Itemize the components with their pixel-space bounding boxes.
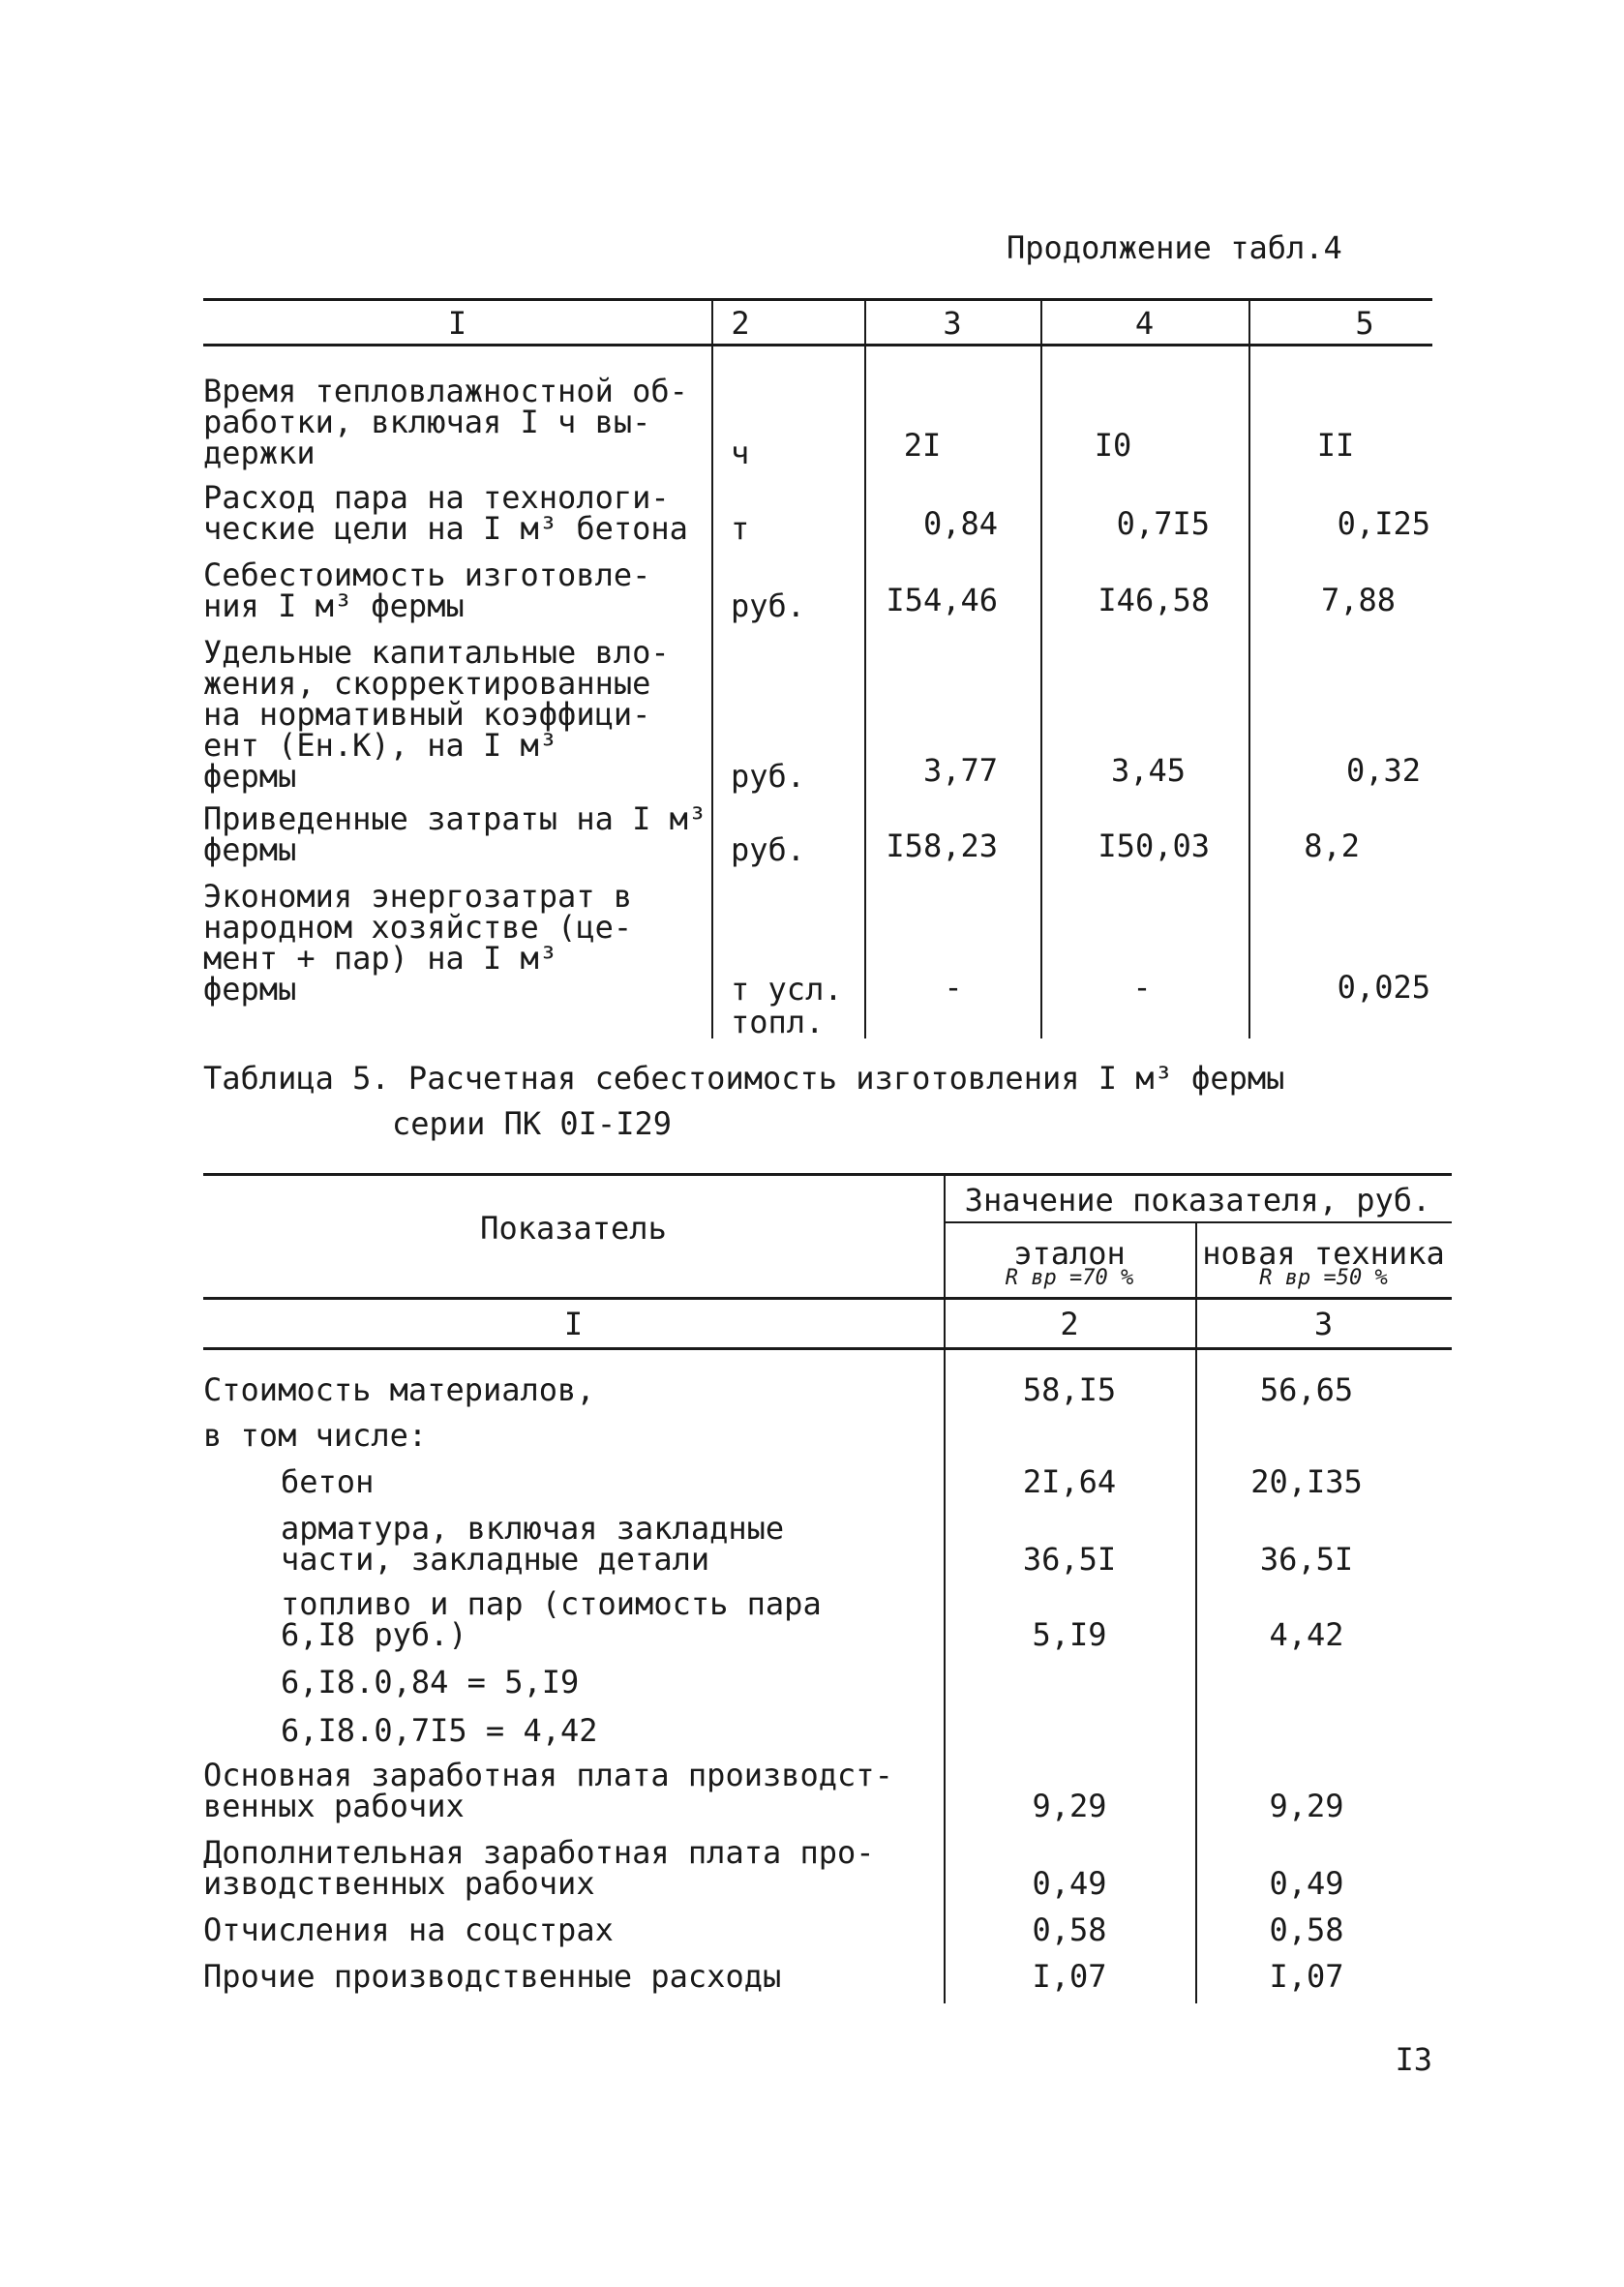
table4-header-cell: 5 — [1355, 305, 1374, 342]
table5-value-new: 4,42 — [1269, 1616, 1344, 1653]
table5-value-new: 0,58 — [1269, 1911, 1344, 1948]
table5-number-cell: I — [563, 1306, 584, 1342]
table4-row-label-line: ент (Ен.К), на I м³ — [203, 727, 558, 764]
table5-number-cell: 2 — [1060, 1306, 1079, 1342]
table5-row-label-line: топливо и пар (стоимость пара — [281, 1585, 822, 1622]
table4-value: - — [1132, 969, 1152, 1006]
table4-col-divider — [864, 298, 866, 1038]
table4-row-label-line: народном хозяйстве (це- — [203, 909, 633, 946]
table5-value-etalon: 9,29 — [1032, 1788, 1107, 1824]
table4-row-label-line: ния I м³ фермы — [203, 587, 465, 624]
table4-row-label-line: работки, включая I ч вы- — [203, 404, 651, 440]
table4-row-label-line: на нормативный коэффици- — [203, 696, 651, 733]
continuation-caption: Продолжение табл.4 — [1007, 229, 1342, 266]
table4-header-cell: I — [447, 305, 467, 342]
table4-row-label-line: Экономия энергозатрат в — [203, 878, 633, 915]
table5-row-label-line: Дополнительная заработная плата про- — [203, 1834, 875, 1871]
table5-title-series: серии ПК 0I-I29 — [392, 1105, 672, 1142]
table4-col-divider — [1040, 298, 1042, 1038]
table5-row-label-line: части, закладные детали — [281, 1541, 710, 1578]
table4-value: 0,84 — [922, 505, 998, 542]
table4-value: II — [1316, 427, 1355, 464]
table5-group-rule — [944, 1221, 1452, 1223]
table4-unit: т усл. — [731, 971, 843, 1008]
table4-row-label-line: жения, скорректированные — [203, 665, 651, 702]
table5-row-label-line: 6,I8.0,7I5 = 4,42 — [281, 1712, 598, 1749]
table5-number-cell: 3 — [1313, 1306, 1334, 1342]
table5-row-label-line: Отчисления на соцстрах — [203, 1911, 614, 1948]
table4-header-cell: 3 — [943, 305, 962, 342]
table4-row-label-line: Время тепловлажностной об- — [203, 373, 688, 409]
table4-unit: ч — [731, 435, 750, 471]
table5-value-new: 9,29 — [1269, 1788, 1344, 1824]
table4-value: 7,88 — [1320, 582, 1396, 618]
table5-value-new: 56,65 — [1259, 1371, 1354, 1408]
table4-row-label-line: мент + пар) на I м³ — [203, 940, 558, 977]
table4-value: 8,2 — [1304, 828, 1360, 864]
page-number: I3 — [1395, 2041, 1432, 2078]
table5-value-new: I,07 — [1269, 1958, 1344, 1995]
table5-row-label-line: венных рабочих — [203, 1788, 465, 1824]
table4-value: I50,03 — [1098, 828, 1210, 864]
table5-etalon-subheader: R вр =70 % — [1005, 1266, 1134, 1290]
table5-value-new: 36,5I — [1259, 1541, 1354, 1578]
table5-value-etalon: 0,49 — [1032, 1865, 1107, 1902]
table4-unit: топл. — [731, 1004, 825, 1040]
table5-title: Таблица 5. Расчетная себестоимость изготовления I м³ фермы — [203, 1060, 1285, 1097]
table5-row-label-line: 6,I8 руб.) — [281, 1616, 467, 1653]
table4-value: I0 — [1094, 427, 1132, 464]
table4-row-label-line: Расход пара на технологи- — [203, 479, 670, 516]
table4-row-label-line: ческие цели на I м³ бетона — [203, 510, 688, 547]
table4-unit: руб. — [731, 587, 806, 624]
table5-value-group-header: Значение показателя, руб. — [964, 1182, 1431, 1219]
table5-value-new: 20,I35 — [1250, 1463, 1363, 1500]
table4-header-cell: 4 — [1134, 305, 1155, 342]
table4-value: 0,32 — [1345, 752, 1421, 789]
table5-value-etalon: 58,I5 — [1022, 1371, 1117, 1408]
table5-row-label-line: изводственных рабочих — [203, 1865, 595, 1902]
table5-row-label-line: 6,I8.0,84 = 5,I9 — [281, 1664, 580, 1700]
table4-col-divider — [1248, 298, 1250, 1038]
table4-col-divider — [711, 298, 713, 1038]
table5-row-label-line: Основная заработная плата производст- — [203, 1757, 893, 1793]
table4-value: 2I — [903, 427, 942, 464]
table4-row-label-line: Себестоимость изготовле- — [203, 557, 651, 593]
table4-unit: руб. — [731, 831, 806, 868]
table4-value: 0,I25 — [1337, 505, 1430, 542]
table4-row-label-line: фермы — [203, 831, 297, 868]
table4-value: I58,23 — [886, 828, 998, 864]
table5-etalon-header: эталон — [1013, 1235, 1126, 1272]
table5-row-label-line: бетон — [281, 1463, 375, 1500]
table5-value-etalon: 36,5I — [1022, 1541, 1117, 1578]
table5-value-etalon: I,07 — [1032, 1958, 1107, 1995]
table5-value-etalon: 2I,64 — [1022, 1463, 1117, 1500]
table4-row-label-line: держки — [203, 435, 316, 471]
table4-value: 0,025 — [1337, 969, 1430, 1006]
table4-value: 3,77 — [922, 752, 998, 789]
table5-value-etalon: 5,I9 — [1032, 1616, 1107, 1653]
table4-value: I54,46 — [886, 582, 998, 618]
table5-new-header: новая техника — [1202, 1235, 1445, 1272]
table4-header-cell: 2 — [731, 305, 750, 342]
table4-row-label-line: Приведенные затраты на I м³ — [203, 800, 707, 837]
table4-row-label-line: фермы — [203, 758, 297, 795]
table4-unit: руб. — [731, 758, 806, 795]
table4-value: 3,45 — [1110, 752, 1186, 789]
table4-value: I46,58 — [1098, 582, 1210, 618]
table5-new-subheader: R вр =50 % — [1259, 1266, 1388, 1290]
table5-row-label-line: в том числе: — [203, 1417, 428, 1454]
table4-row-label-line: Удельные капитальные вло- — [203, 634, 670, 671]
table5-indicator-header: Показатель — [480, 1210, 667, 1247]
table4-unit: т — [731, 510, 750, 547]
table5-header-rule — [203, 1297, 1452, 1300]
table5-row-label-line: арматура, включая закладные — [281, 1510, 785, 1547]
table4-value: 0,7I5 — [1116, 505, 1210, 542]
table5-value-etalon: 0,58 — [1032, 1911, 1107, 1948]
table5-row-label-line: Прочие производственные расходы — [203, 1958, 782, 1995]
table5-value-new: 0,49 — [1269, 1865, 1344, 1902]
table4-row-label-line: фермы — [203, 971, 297, 1008]
table4-value: - — [944, 969, 963, 1006]
table5-top-rule — [203, 1173, 1452, 1176]
table5-numbers-rule — [203, 1347, 1452, 1350]
table5-row-label-line: Стоимость материалов, — [203, 1371, 595, 1408]
